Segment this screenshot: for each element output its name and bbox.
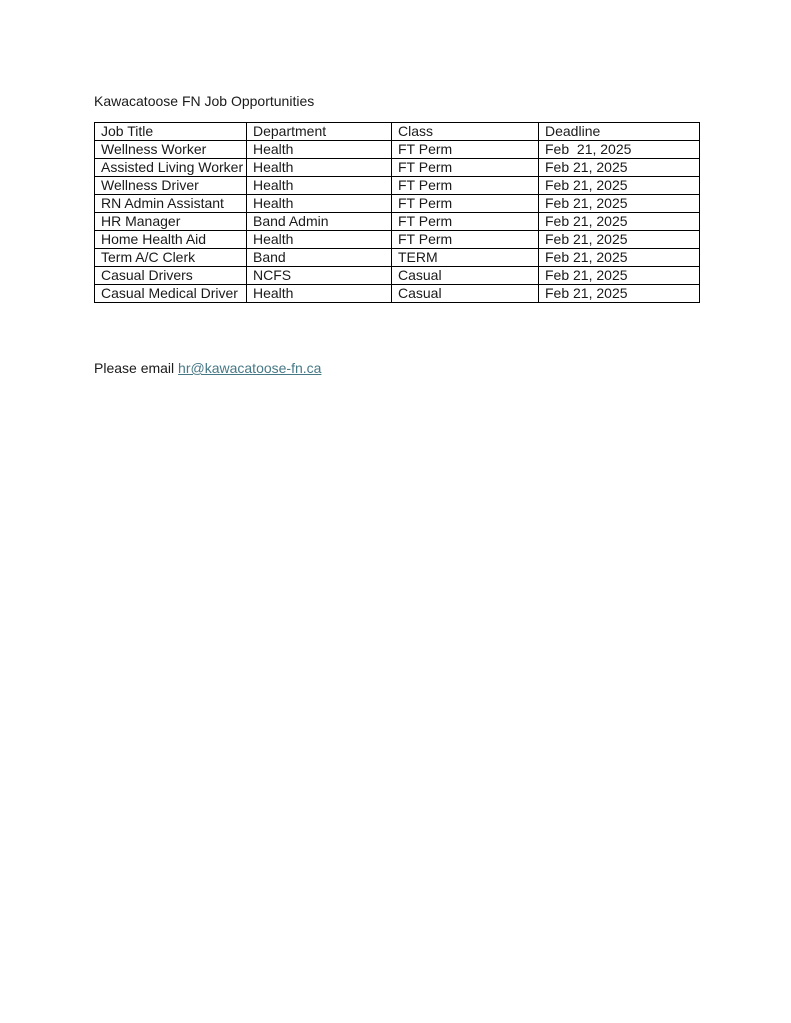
table-cell: Casual Medical Driver: [95, 285, 247, 303]
table-cell: Band Admin: [247, 213, 392, 231]
table-cell: Feb 21, 2025: [539, 177, 700, 195]
table-cell: FT Perm: [392, 213, 539, 231]
column-header-class: Class: [392, 123, 539, 141]
table-cell: Health: [247, 195, 392, 213]
table-cell: FT Perm: [392, 159, 539, 177]
table-row: [95, 159, 700, 177]
table-cell: Health: [247, 159, 392, 177]
table-cell: FT Perm: [392, 141, 539, 159]
table-cell: Health: [247, 141, 392, 159]
table-row: [95, 141, 700, 159]
column-header-deadline: Deadline: [539, 123, 700, 141]
table-cell: NCFS: [247, 267, 392, 285]
table-cell: HR Manager: [95, 213, 247, 231]
table-cell: FT Perm: [392, 231, 539, 249]
footer-text: Please email: [94, 360, 179, 376]
table-cell: FT Perm: [392, 177, 539, 195]
table-cell: Casual: [392, 267, 539, 285]
table-row: [95, 267, 700, 285]
jobs-table: [94, 122, 700, 303]
table-cell: Health: [247, 231, 392, 249]
table-cell: Casual Drivers: [95, 267, 247, 285]
table-row: [95, 195, 700, 213]
table-cell: Health: [247, 285, 392, 303]
table-cell: Feb 21, 2025: [539, 141, 700, 159]
table-cell: Home Health Aid: [95, 231, 247, 249]
table-cell: Feb 21, 2025: [539, 195, 700, 213]
jobs-table-body: [95, 141, 700, 303]
table-row: [95, 231, 700, 249]
table-cell: Feb 21, 2025: [539, 249, 700, 267]
table-cell: TERM: [392, 249, 539, 267]
table-cell: Health: [247, 177, 392, 195]
table-cell: Feb 21, 2025: [539, 285, 700, 303]
table-cell: Feb 21, 2025: [539, 159, 700, 177]
email-link[interactable]: hr@kawacatoose-fn.ca: [178, 360, 322, 376]
table-row: [95, 249, 700, 267]
footer-note: [94, 360, 321, 377]
table-cell: Assisted Living Worker: [95, 159, 247, 177]
table-row: [95, 213, 700, 231]
table-cell: Feb 21, 2025: [539, 213, 700, 231]
table-cell: FT Perm: [392, 195, 539, 213]
table-cell: Feb 21, 2025: [539, 267, 700, 285]
table-header-row: [95, 123, 700, 141]
table-cell: Wellness Driver: [95, 177, 247, 195]
table-cell: RN Admin Assistant: [95, 195, 247, 213]
column-header-department: Department: [247, 123, 392, 141]
table-cell: Wellness Worker: [95, 141, 247, 159]
table-cell: Feb 21, 2025: [539, 231, 700, 249]
table-row: [95, 177, 700, 195]
table-cell: Band: [247, 249, 392, 267]
column-header-job-title: Job Title: [95, 123, 247, 141]
table-row: [95, 285, 700, 303]
table-cell: Term A/C Clerk: [95, 249, 247, 267]
table-cell: Casual: [392, 285, 539, 303]
document-title: Kawacatoose FN Job Opportunities: [94, 93, 315, 109]
